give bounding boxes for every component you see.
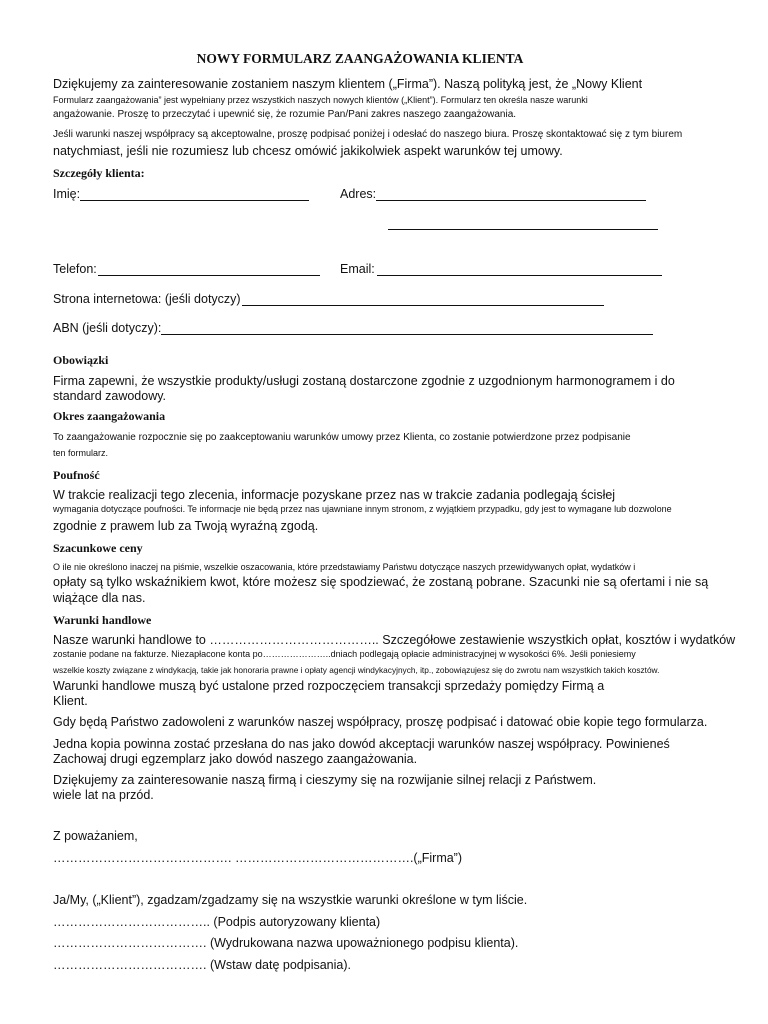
confidentiality-line-3: zgodnie z prawem lub za Twoją wyraźną zgodą. [53, 519, 319, 533]
address-label: Adres: [340, 187, 377, 201]
estimates-line-2: opłaty są tylko wskaźnikiem kwot, które możesz się spodziewać, że zostaną pobrane. Szacunki nie są ofertami i nie są [53, 575, 709, 589]
period-line-2: ten formularz. [53, 448, 109, 458]
period-heading: Okres zaangażowania [53, 409, 166, 423]
client-details-heading: Szczegóły klienta: [53, 166, 145, 180]
client-signature-line[interactable]: ……………………………….. (Podpis autoryzowany klienta) [53, 915, 381, 929]
firm-signature-line[interactable]: ……………………………………. …………………………………….(„Firma”) [53, 851, 463, 865]
estimates-line-3: wiążące dla nas. [53, 591, 146, 605]
trade-terms-line-3: wszelkie koszty związane z windykacją, takie jak honoraria prawne i opłaty agencji windykacyjnych, itp., zobowiązujesz się do zwrotu nam wszystkich takich kosztów. [53, 665, 660, 675]
closing-paragraph-2b: Zachowaj drugi egzemplarz jako dowód naszego zaangażowania. [53, 752, 418, 766]
website-label: Strona internetowa: (jeśli dotyczy) [53, 292, 241, 306]
name-label: Imię: [53, 187, 81, 201]
name-field[interactable] [80, 200, 309, 201]
estimates-line-1: O ile nie określono inaczej na piśmie, wszelkie oszacowania, które przedstawiamy Państwu dotyczące naszych przewidywanych opłat, wydatków i [53, 562, 636, 572]
confidentiality-line-2: wymagania dotyczące poufności. Te informacje nie będą przez nas ujawniane innym stronom, z wyjątkiem przypadku, gdy jest to wymagane lub dozwolone [53, 504, 672, 514]
abn-label: ABN (jeśli dotyczy): [53, 321, 162, 335]
intro-line-1: Dziękujemy za zainteresowanie zostaniem naszym klientem („Firma”). Naszą polityką jest, że „Nowy Klient [53, 77, 643, 91]
confidentiality-heading: Poufność [53, 468, 100, 482]
website-field[interactable] [242, 305, 604, 306]
trade-terms-line-4: Warunki handlowe muszą być ustalone przed rozpoczęciem transakcji sprzedaży pomiędzy Firmą a [53, 679, 605, 693]
estimates-heading: Szacunkowe ceny [53, 541, 143, 555]
confidentiality-line-1: W trakcie realizacji tego zlecenia, informacje pozyskane przez nas w trakcie zadania podlegają ścisłej [53, 488, 616, 502]
closing-paragraph-3a: Dziękujemy za zainteresowanie naszą firmą i cieszymy się na rozwijanie silnej relacji z Państwem. [53, 773, 597, 787]
client-printed-name-line[interactable]: ………………………………. (Wydrukowana nazwa upoważnionego podpisu klienta). [53, 936, 519, 950]
intro-line-5: natychmiast, jeśli nie rozumiesz lub chcesz omówić jakikolwiek aspekt warunków tej umowy. [53, 144, 563, 158]
period-line-1: To zaangażowanie rozpocznie się po zaakceptowaniu warunków umowy przez Klienta, co zostanie potwierdzone przez podpisanie [53, 432, 631, 443]
duties-line-1: Firma zapewni, że wszystkie produkty/usługi zostaną dostarczone zgodnie z uzgodnionym harmonogramem i do [53, 374, 675, 388]
trade-terms-line-1: Nasze warunki handlowe to ………………………………….. Szczegółowe zestawienie wszystkich opłat, kosztów i wydatków [53, 633, 736, 647]
address-field-line-1[interactable] [376, 200, 646, 201]
signing-date-line[interactable]: ………………………………. (Wstaw datę podpisania). [53, 958, 351, 972]
duties-heading: Obowiązki [53, 353, 109, 367]
intro-line-2: Formularz zaangażowania” jest wypełniany przez wszystkich naszych nowych klientów („Klient”). Formularz ten określa nasze warunki [53, 95, 588, 105]
closing-paragraph-3b: wiele lat na przód. [53, 788, 154, 802]
client-agreement-text: Ja/My, („Klient”), zgadzam/zgadzamy się na wszystkie warunki określone w tym liście. [53, 893, 528, 907]
email-label: Email: [340, 262, 375, 276]
trade-terms-line-5: Klient. [53, 694, 88, 708]
closing-paragraph-1: Gdy będą Państwo zadowoleni z warunków naszej współpracy, proszę podpisać i datować obie kopie tego formularza. [53, 715, 708, 729]
duties-line-2: standard zawodowy. [53, 389, 167, 403]
address-field-line-2[interactable] [388, 229, 658, 230]
intro-line-3: angażowanie. Proszę to przeczytać i upewnić się, że rozumie Pan/Pani zakres naszego zaangażowania. [53, 109, 517, 120]
trade-terms-heading: Warunki handlowe [53, 613, 152, 627]
trade-terms-line-2: zostanie podane na fakturze. Niezapłacone konta po…………………..dniach podlegają opłacie administracyjnej w wysokości 6%. Jeśli poniesiemy [53, 649, 636, 659]
regards-text: Z poważaniem, [53, 829, 138, 843]
intro-line-4: Jeśli warunki naszej współpracy są akceptowalne, proszę podpisać poniżej i odesłać do naszego biura. Proszę skontaktować się z tym biurem [53, 129, 683, 140]
phone-label: Telefon: [53, 262, 97, 276]
abn-field[interactable] [161, 334, 653, 335]
email-field[interactable] [377, 275, 662, 276]
phone-field[interactable] [98, 275, 320, 276]
page-title: NOWY FORMULARZ ZAANGAŻOWANIA KLIENTA [196, 51, 524, 66]
closing-paragraph-2a: Jedna kopia powinna zostać przesłana do nas jako dowód akceptacji warunków naszej współpracy. Powinieneś [53, 737, 670, 751]
